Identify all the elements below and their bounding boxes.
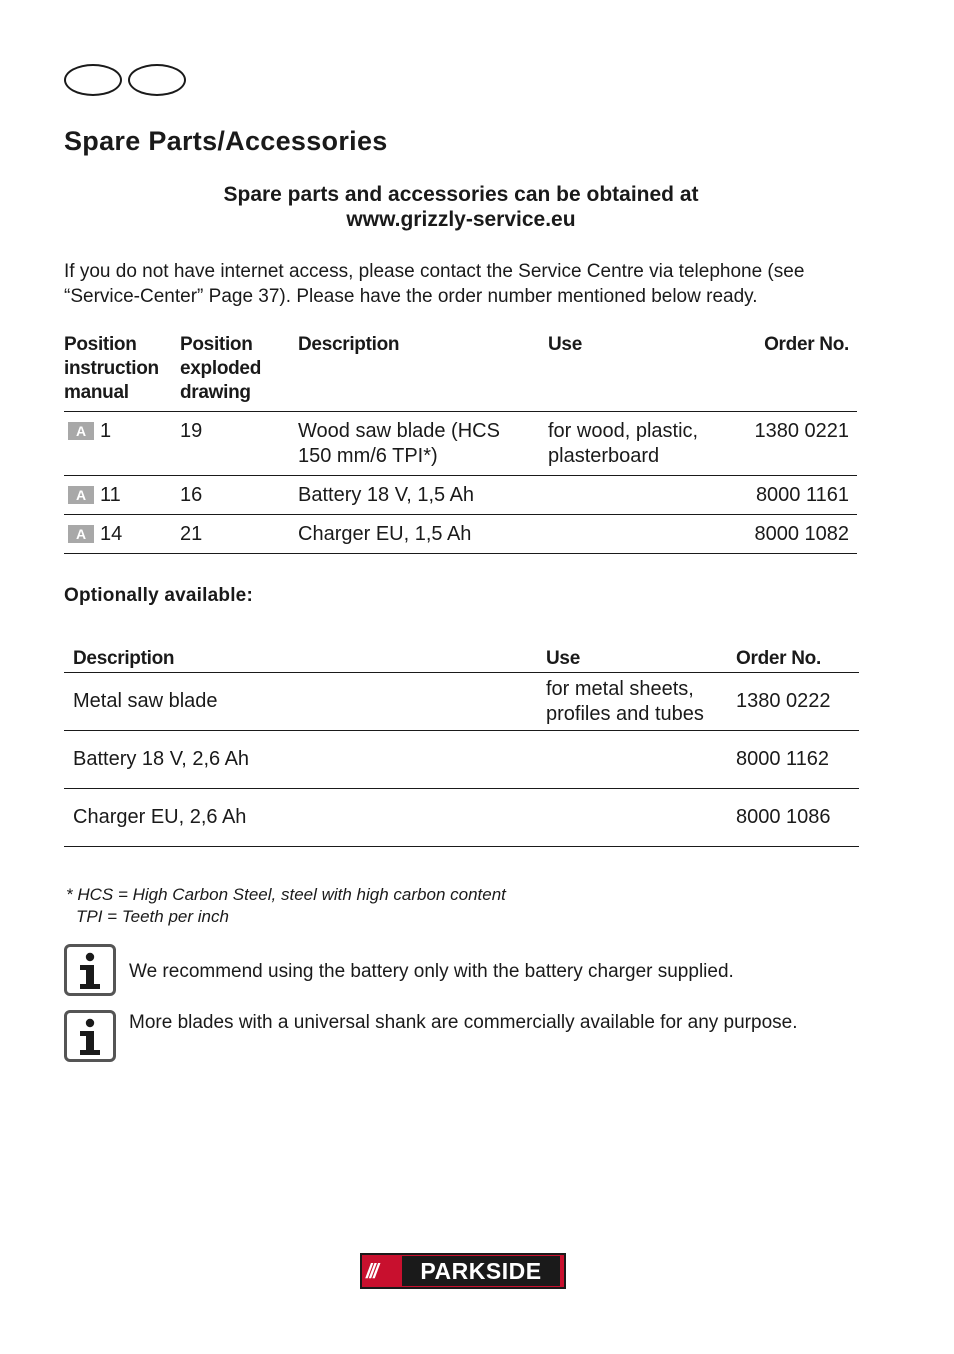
position-manual: 1 <box>100 420 112 442</box>
intro-text: If you do not have internet access, please contact the Service Centre via telephone (see “Service-Center” Page 37). Please have the order number mentioned below ready. <box>64 261 805 307</box>
optional-accessories-table <box>64 644 859 847</box>
use <box>548 515 738 554</box>
header-order-no: Order No. <box>764 334 849 355</box>
table-header-row <box>64 333 857 412</box>
intro-heading-line1: Spare parts and accessories can be obtained at <box>223 183 699 206</box>
order-no: 8000 1162 <box>727 731 859 789</box>
description: Charger EU, 1,5 Ah <box>298 515 548 554</box>
order-no: 1380 0221 <box>738 412 857 476</box>
description: Metal saw blade <box>64 673 537 731</box>
footnote <box>66 884 506 928</box>
table-header-row <box>64 644 859 673</box>
header-use: Use <box>548 334 582 355</box>
table-row <box>64 731 859 789</box>
order-no: 8000 1161 <box>738 476 857 515</box>
table-row <box>64 673 859 731</box>
intro-heading-url: www.grizzly-service.eu <box>346 208 576 231</box>
use <box>537 789 727 847</box>
description: Battery 18 V, 2,6 Ah <box>64 731 537 789</box>
parkside-logo <box>360 1253 566 1289</box>
header-order-no: Order No. <box>736 648 821 669</box>
description: Battery 18 V, 1,5 Ah <box>298 476 548 515</box>
figure-badge: A <box>68 422 94 440</box>
position-drawing: 21 <box>180 515 298 554</box>
page-title: Spare Parts/Accessories <box>64 126 388 156</box>
logo-stripes: /// <box>366 1261 377 1283</box>
language-oval-left <box>64 64 122 96</box>
intro-heading <box>64 182 858 232</box>
description: Wood saw blade (HCS 150 mm/6 TPI*) <box>298 412 548 476</box>
info-icon <box>64 1010 116 1062</box>
use: for metal sheets, profiles and tubes <box>537 673 727 731</box>
use: for wood, plastic, plasterboard <box>548 412 738 476</box>
order-no: 1380 0222 <box>727 673 859 731</box>
table-row <box>64 476 857 515</box>
figure-badge: A <box>68 525 94 543</box>
footnote-tpi: TPI = Teeth per inch <box>76 907 229 926</box>
language-ovals <box>64 64 190 98</box>
language-oval-right <box>128 64 186 96</box>
spare-parts-table <box>64 333 857 554</box>
logo-wordmark: PARKSIDE <box>402 1256 560 1286</box>
position-manual: 14 <box>100 523 123 545</box>
table-row <box>64 412 857 476</box>
order-no: 8000 1082 <box>738 515 857 554</box>
footnote-hcs: * HCS = High Carbon Steel, steel with high carbon content <box>66 885 506 904</box>
figure-badge: A <box>68 486 94 504</box>
optional-heading: Optionally available: <box>64 585 253 606</box>
table-row <box>64 789 859 847</box>
info-icon <box>64 944 116 996</box>
position-drawing: 19 <box>180 412 298 476</box>
order-no: 8000 1086 <box>727 789 859 847</box>
description: Charger EU, 2,6 Ah <box>64 789 537 847</box>
position-drawing: 16 <box>180 476 298 515</box>
use <box>548 476 738 515</box>
table-row <box>64 515 857 554</box>
info-note-text: We recommend using the battery only with the battery charger supplied. <box>129 961 734 982</box>
header-position-drawing: Position exploded drawing <box>180 334 262 403</box>
header-description: Description <box>73 648 175 669</box>
info-note-text: More blades with a universal shank are commercially available for any purpose. <box>129 1012 798 1033</box>
header-use: Use <box>546 648 580 669</box>
header-description: Description <box>298 334 400 355</box>
position-manual: 11 <box>100 484 121 506</box>
header-position-manual: Position instruction manual <box>64 334 159 403</box>
use <box>537 731 727 789</box>
